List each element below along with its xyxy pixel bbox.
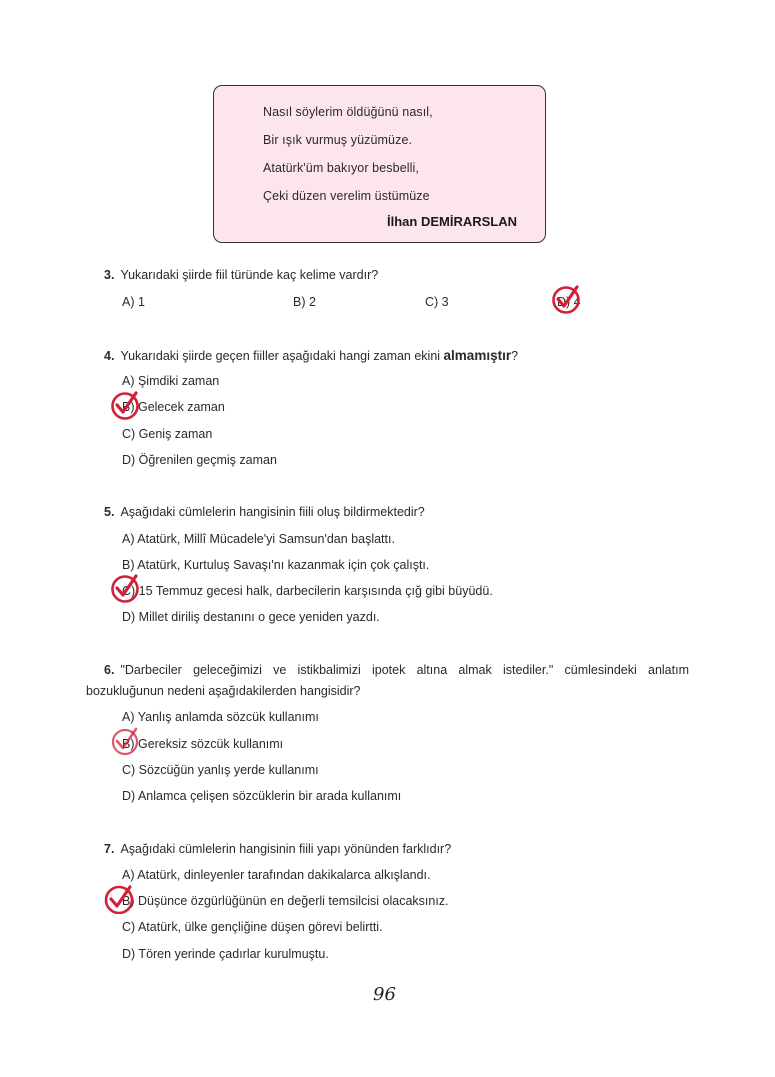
- question-7-option-b[interactable]: B) Düşünce özgürlüğünün en değerli temsilcisi olacaksınız.: [122, 894, 449, 908]
- question-4-stem: [104, 348, 518, 363]
- question-6-option-b[interactable]: B) Gereksiz sözcük kullanımı: [122, 737, 284, 751]
- question-3-option-c[interactable]: C) 3: [425, 295, 449, 309]
- question-7-option-d[interactable]: D) Tören yerinde çadırlar kurulmuştu.: [122, 947, 329, 961]
- question-3-option-d[interactable]: D) 4: [557, 295, 581, 309]
- question-4-option-d[interactable]: D) Öğrenilen geçmiş zaman: [122, 453, 277, 467]
- question-5-text: Aşağıdaki cümlelerin hangisinin fiili oluş bildirmektedir?: [120, 505, 425, 519]
- poem-author: İlhan DEMİRARSLAN: [387, 214, 517, 229]
- question-3-stem: [104, 268, 378, 282]
- question-5-option-d[interactable]: D) Millet diriliş destanını o gece yeniden yazdı.: [122, 610, 380, 624]
- question-6-option-a[interactable]: A) Yanlış anlamda sözcük kullanımı: [122, 710, 319, 724]
- question-5-stem: [104, 505, 425, 519]
- poem-line-1: Nasıl söylerim öldüğünü nasıl,: [263, 105, 433, 119]
- poem-line-4: Çeki düzen verelim üstümüze: [263, 189, 430, 203]
- question-7-number: 7.: [104, 842, 115, 856]
- question-5-check-mark-icon: [111, 573, 141, 603]
- question-6-text-line-1: "Darbeciler geleceğimizi ve istikbalimizi ipotek altına almak istediler." cümlesindeki anlatım: [120, 663, 689, 677]
- question-4-text-bold: almamıştır: [443, 348, 512, 363]
- question-4-number: 4.: [104, 349, 115, 363]
- question-4-text-before: Yukarıdaki şiirde geçen fiiller aşağıdaki hangi zaman ekini: [120, 349, 444, 363]
- question-6-check-mark-icon: [111, 726, 141, 756]
- question-6-stem-line-1: [104, 663, 689, 677]
- question-3-option-b[interactable]: B) 2: [293, 295, 316, 309]
- question-6-stem-line-2: bozukluğunun nedeni aşağıdakilerden hangisidir?: [86, 684, 361, 698]
- question-7-stem: [104, 842, 451, 856]
- question-5-number: 5.: [104, 505, 115, 519]
- question-4-text-after: ?: [511, 349, 519, 363]
- question-3-option-a[interactable]: A) 1: [122, 295, 145, 309]
- question-3-number: 3.: [104, 268, 115, 282]
- question-3-text: Yukarıdaki şiirde fiil türünde kaç kelime vardır?: [120, 268, 379, 282]
- question-4-check-mark-icon: [111, 390, 141, 420]
- question-4-option-a[interactable]: A) Şimdiki zaman: [122, 374, 220, 388]
- question-5-option-c[interactable]: C) 15 Temmuz gecesi halk, darbecilerin karşısında çığ gibi büyüdü.: [122, 584, 493, 598]
- poem-line-3: Atatürk'üm bakıyor besbelli,: [263, 161, 419, 175]
- question-5-option-b[interactable]: B) Atatürk, Kurtuluş Savaşı'nı kazanmak için çok çalıştı.: [122, 558, 430, 572]
- page-number: 96: [373, 984, 396, 1005]
- question-3-check-mark-icon: [551, 284, 581, 314]
- question-7-text: Aşağıdaki cümlelerin hangisinin fiili yapı yönünden farklıdır?: [120, 842, 452, 856]
- question-7-option-c[interactable]: C) Atatürk, ülke gençliğine düşen görevi belirtti.: [122, 920, 383, 934]
- question-4-option-c[interactable]: C) Geniş zaman: [122, 427, 213, 441]
- question-6-number: 6.: [104, 663, 115, 677]
- question-5-option-a[interactable]: A) Atatürk, Millî Mücadele'yi Samsun'dan başlattı.: [122, 532, 395, 546]
- question-6-option-c[interactable]: C) Sözcüğün yanlış yerde kullanımı: [122, 763, 319, 777]
- question-7-check-mark-icon: [104, 884, 134, 914]
- poem-box: [213, 85, 546, 243]
- question-4-option-b[interactable]: B) Gelecek zaman: [122, 400, 225, 414]
- question-6-option-d[interactable]: D) Anlamca çelişen sözcüklerin bir arada kullanımı: [122, 789, 402, 803]
- question-7-option-a[interactable]: A) Atatürk, dinleyenler tarafından dakikalarca alkışlandı.: [122, 868, 431, 882]
- poem-line-2: Bir ışık vurmuş yüzümüze.: [263, 133, 413, 147]
